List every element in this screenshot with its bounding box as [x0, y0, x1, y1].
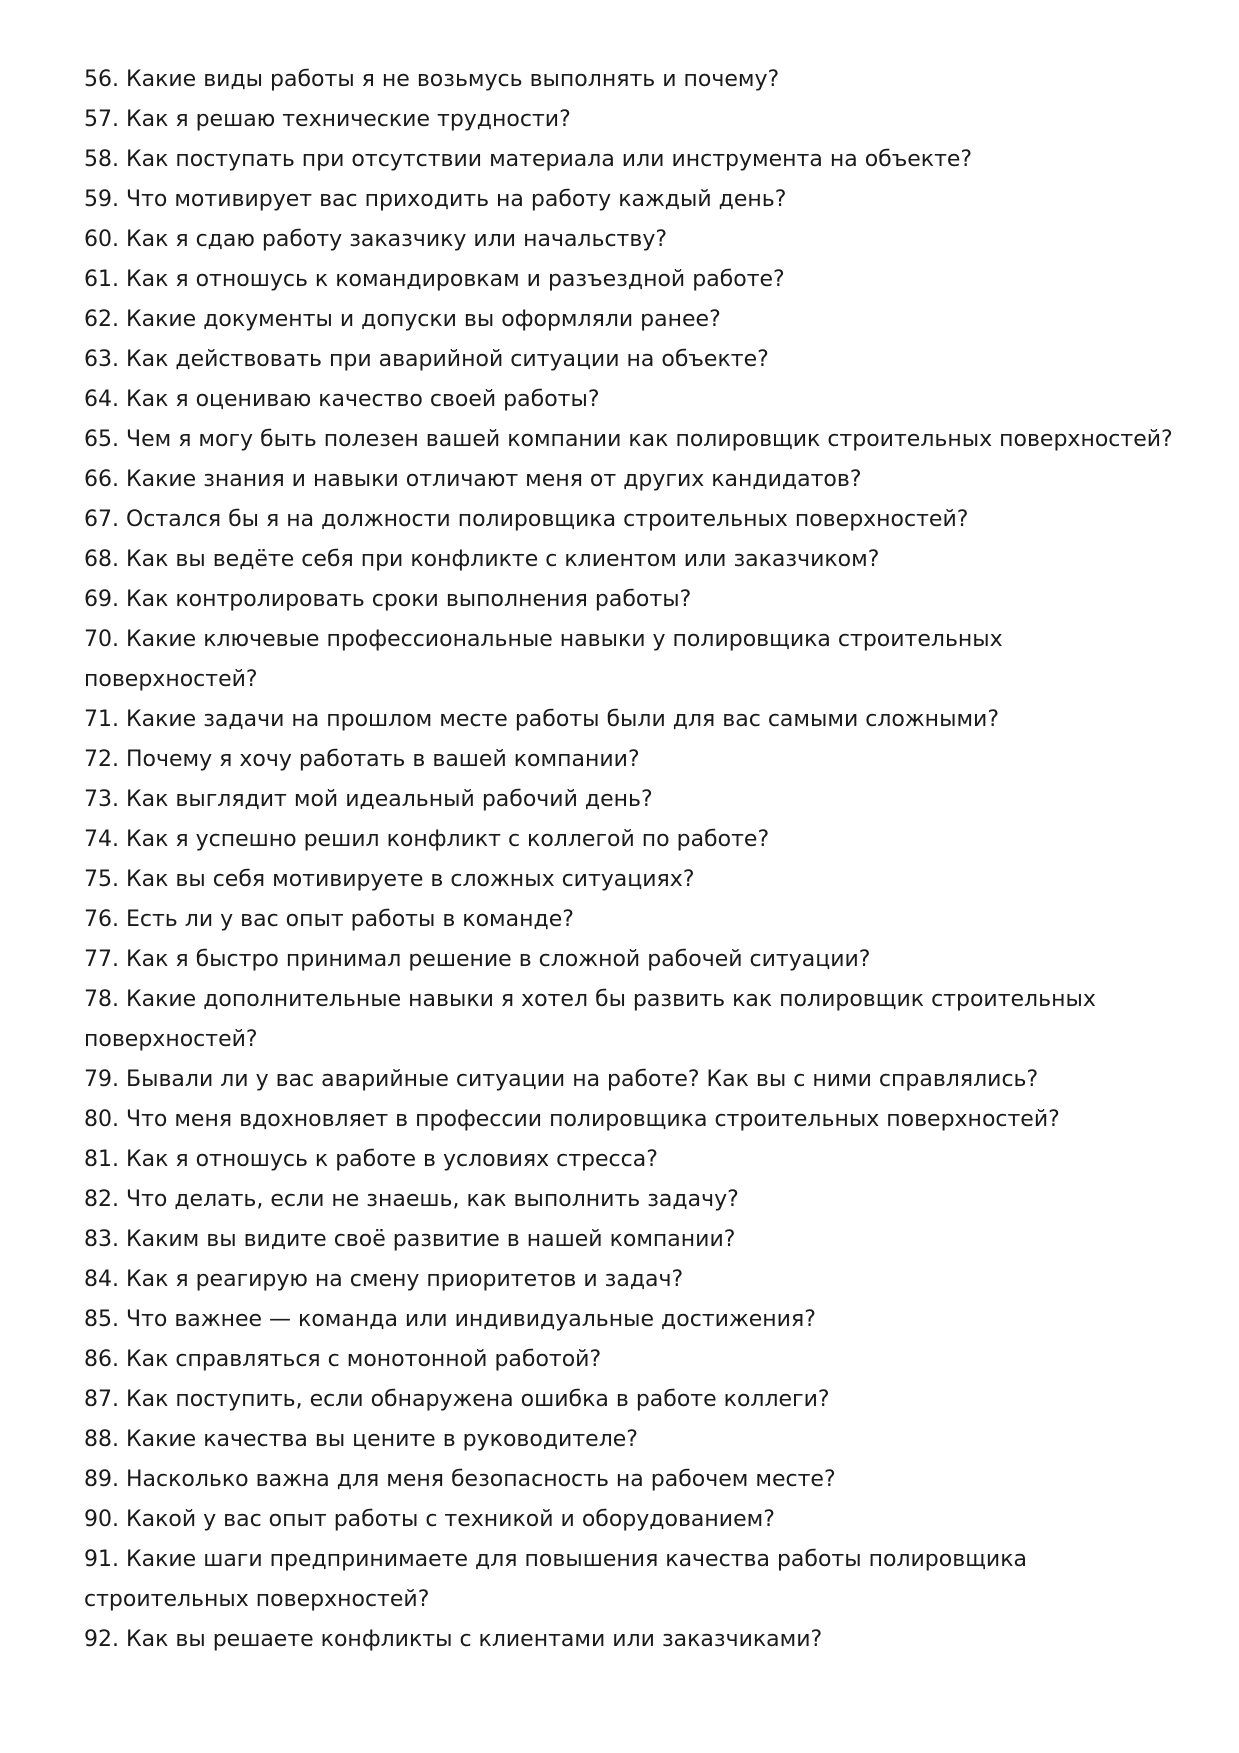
list-item: 78. Какие дополнительные навыки я хотел бы развить как полировщик строительных: [84, 987, 1096, 1012]
list-item: 89. Насколько важна для меня безопасность на рабочем месте?: [84, 1467, 836, 1492]
list-item: 80. Что меня вдохновляет в профессии полировщика строительных поверхностей?: [84, 1107, 1060, 1132]
list-item: 75. Как вы себя мотивируете в сложных ситуациях?: [84, 867, 695, 892]
list-item: 85. Что важнее — команда или индивидуальные достижения?: [84, 1307, 816, 1332]
list-item: 57. Как я решаю технические трудности?: [84, 107, 571, 132]
list-item: 64. Как я оцениваю качество своей работы?: [84, 387, 600, 412]
list-item: 59. Что мотивирует вас приходить на работу каждый день?: [84, 187, 787, 212]
list-item: 81. Как я отношусь к работе в условиях стресса?: [84, 1147, 658, 1172]
list-item: 90. Какой у вас опыт работы с техникой и оборудованием?: [84, 1507, 775, 1532]
list-item: 68. Как вы ведёте себя при конфликте с клиентом или заказчиком?: [84, 547, 880, 572]
list-item: 87. Как поступить, если обнаружена ошибка в работе коллеги?: [84, 1387, 830, 1412]
list-item: 83. Каким вы видите своё развитие в нашей компании?: [84, 1227, 736, 1252]
list-item: 86. Как справляться с монотонной работой?: [84, 1347, 602, 1372]
list-item: 67. Остался бы я на должности полировщика строительных поверхностей?: [84, 507, 969, 532]
list-item: 63. Как действовать при аварийной ситуации на объекте?: [84, 347, 769, 372]
list-item: 76. Есть ли у вас опыт работы в команде?: [84, 907, 574, 932]
list-item-continuation: строительных поверхностей?: [84, 1587, 430, 1612]
list-item: 77. Как я быстро принимал решение в сложной рабочей ситуации?: [84, 947, 871, 972]
list-item: 58. Как поступать при отсутствии материала или инструмента на объекте?: [84, 147, 973, 172]
list-item: 88. Какие качества вы цените в руководителе?: [84, 1427, 638, 1452]
list-item: 79. Бывали ли у вас аварийные ситуации на работе? Как вы с ними справлялись?: [84, 1067, 1039, 1092]
list-item: 69. Как контролировать сроки выполнения работы?: [84, 587, 692, 612]
list-item: 84. Как я реагирую на смену приоритетов и задач?: [84, 1267, 684, 1292]
list-item: 91. Какие шаги предпринимаете для повышения качества работы полировщика: [84, 1547, 1027, 1572]
list-item: 56. Какие виды работы я не возьмусь выполнять и почему?: [84, 67, 780, 92]
list-item: 61. Как я отношусь к командировкам и разъездной работе?: [84, 267, 785, 292]
list-item: 71. Какие задачи на прошлом месте работы были для вас самыми сложными?: [84, 707, 1000, 732]
list-item: 62. Какие документы и допуски вы оформляли ранее?: [84, 307, 721, 332]
list-item: 60. Как я сдаю работу заказчику или начальству?: [84, 227, 668, 252]
list-item-continuation: поверхностей?: [84, 1027, 258, 1052]
list-item: 65. Чем я могу быть полезен вашей компании как полировщик строительных поверхностей?: [84, 427, 1173, 452]
question-list: [84, 60, 1174, 1660]
list-item: 92. Как вы решаете конфликты с клиентами или заказчиками?: [84, 1627, 823, 1652]
list-item: 73. Как выглядит мой идеальный рабочий день?: [84, 787, 653, 812]
list-item: 70. Какие ключевые профессиональные навыки у полировщика строительных: [84, 627, 1003, 652]
list-item: 66. Какие знания и навыки отличают меня от других кандидатов?: [84, 467, 862, 492]
list-item: 74. Как я успешно решил конфликт с коллегой по работе?: [84, 827, 770, 852]
list-item: 82. Что делать, если не знаешь, как выполнить задачу?: [84, 1187, 739, 1212]
list-item-continuation: поверхностей?: [84, 667, 258, 692]
list-item: 72. Почему я хочу работать в вашей компании?: [84, 747, 640, 772]
